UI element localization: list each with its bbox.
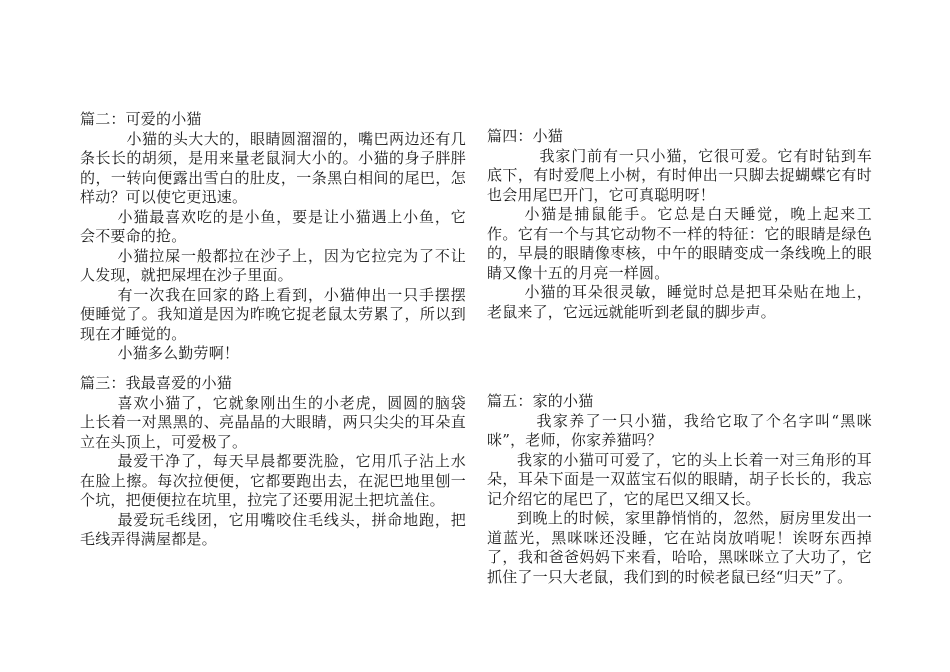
essay-paragraph: 喜欢小猫了，它就象刚出生的小老虎，圆圆的脑袋上长着一对黑黑的、亮晶晶的大眼睛，两只尖尖的耳朵直立在头顶上，可爱极了。 — [80, 393, 466, 451]
essay-section-5 — [487, 392, 872, 587]
essay-paragraph: 小猫拉屎一般都拉在沙子上，因为它拉完为了不让人发现，就把屎埋在沙子里面。 — [80, 246, 466, 284]
essay-paragraph: 小猫最喜欢吃的是小鱼，要是让小猫遇上小鱼，它会不要命的抢。 — [80, 207, 466, 245]
essay-title: 篇三：我最喜爱的小猫 — [80, 374, 233, 392]
essay-section-2 — [80, 110, 466, 364]
essay-title: 篇二：可爱的小猫 — [80, 110, 202, 128]
essay-paragraph: 到晚上的时候，家里静悄悄的，忽然，厨房里发出一道蓝光，黑咪咪还没睡，它在站岗放哨呢！诶呀东西掉了，我和爸爸妈妈下来看，哈哈，黑咪咪立了大功了，它抓住了一只大老鼠，我们到的时候老鼠已经“归天”了。 — [487, 509, 872, 586]
essay-paragraph: 我家的小猫可可爱了，它的头上长着一对三角形的耳朵，耳朵下面是一双蓝宝石似的眼睛，胡子长长的，我忘记介绍它的尾巴了，它的尾巴又细又长。 — [487, 450, 872, 508]
essay-paragraph: 小猫的头大大的，眼睛圆溜溜的，嘴巴两边还有几条长长的胡须，是用来量老鼠洞大小的。小猫的身子胖胖的，一转向便露出雪白的肚皮，一条黑白相间的尾巴，怎样动？可以使它更迅速。 — [80, 129, 466, 206]
essay-section-4 — [487, 127, 872, 322]
essay-paragraph: 有一次我在回家的路上看到，小猫伸出一只手摆摆便睡觉了。我知道是因为昨晚它捉老鼠太劳累了，所以到现在才睡觉的。 — [80, 285, 466, 343]
essay-paragraph: 我家养了一只小猫，我给它取了个名字叫“黑咪咪”，老师，你家养猫吗？ — [487, 411, 872, 449]
essay-paragraph: 我家门前有一只小猫，它很可爱。它有时钻到车底下，有时爱爬上小树，有时伸出一只脚去捉蝴蝶它有时也会用尾巴开门，它可真聪明呀！ — [487, 146, 872, 204]
essay-paragraph: 小猫是捕鼠能手。它总是白天睡觉，晚上起来工作。它有一个与其它动物不一样的特征：它的眼睛是绿色的，早晨的眼睛像枣核，中午的眼睛变成一条线晚上的眼睛又像十五的月亮一样圆。 — [487, 205, 872, 282]
essay-paragraph: 小猫的耳朵很灵敏，睡觉时总是把耳朵贴在地上，老鼠来了，它远远就能听到老鼠的脚步声。 — [487, 283, 872, 321]
essay-section-3 — [80, 374, 466, 550]
essay-title: 篇五：家的小猫 — [487, 392, 594, 410]
essay-paragraph: 最爱干净了，每天早晨都要洗脸，它用爪子沾上水在脸上擦。每次拉便便，它都要跑出去，在泥巴地里刨一个坑，把便便拉在坑里，拉完了还要用泥土把坑盖住。 — [80, 452, 466, 509]
essay-title: 篇四：小猫 — [487, 127, 564, 145]
essay-paragraph: 小猫多么勤劳啊！ — [117, 344, 240, 362]
essay-paragraph: 最爱玩毛线团，它用嘴咬住毛线头，拼命地跑，把毛线弄得满屋都是。 — [80, 510, 466, 548]
